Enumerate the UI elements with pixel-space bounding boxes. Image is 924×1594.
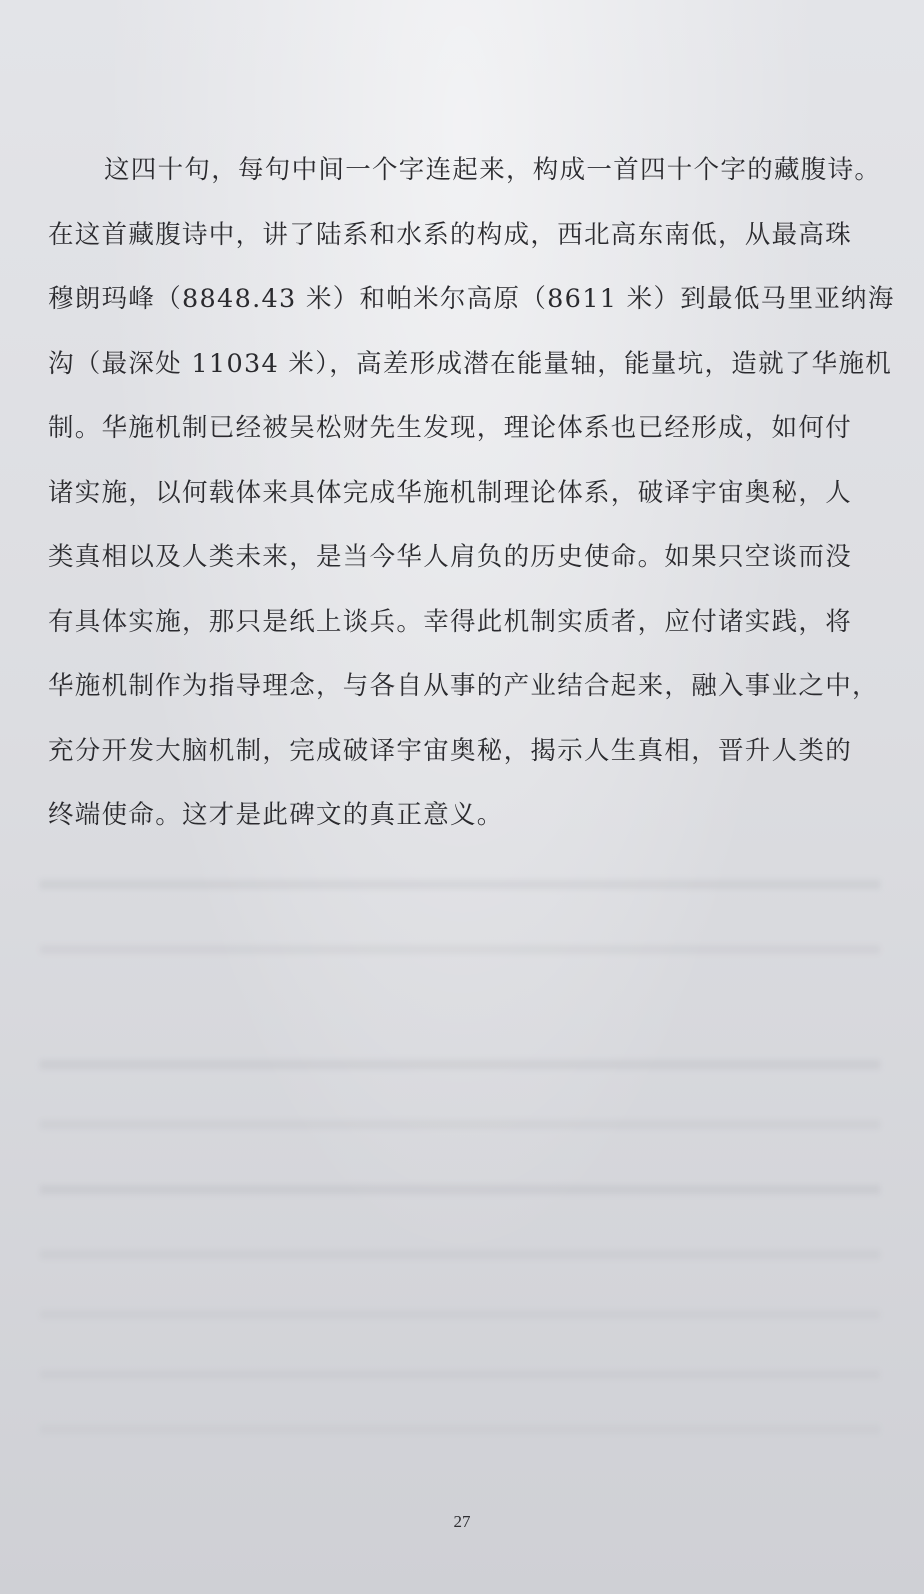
show-through-shadow <box>40 1250 880 1260</box>
paragraph-line: 穆朗玛峰（8848.43 米）和帕米尔高原（8611 米）到最低马里亚纳海 <box>48 284 895 314</box>
paragraph-line: 有具体实施，那只是纸上谈兵。幸得此机制实质者，应付诸实践，将 <box>48 606 853 637</box>
show-through-shadow <box>40 1425 880 1435</box>
body-paragraph <box>48 138 894 848</box>
show-through-shadow <box>40 1060 880 1070</box>
show-through-shadow <box>40 1310 880 1320</box>
show-through-shadow <box>40 880 880 890</box>
show-through-shadow <box>40 1370 880 1380</box>
paragraph-line: 这四十句，每句中间一个字连起来，构成一首四十个字的藏腹诗。 <box>104 155 882 185</box>
paragraph-line: 诸实施，以何载体来具体完成华施机制理论体系，破译宇宙奥秘，人 <box>48 477 853 508</box>
paragraph-line: 制。华施机制已经被吴松财先生发现，理论体系也已经形成，如何付 <box>48 413 853 443</box>
show-through-shadow <box>40 1120 880 1130</box>
paragraph-line: 类真相以及人类未来，是当今华人肩负的历史使命。如果只空谈而没 <box>48 542 853 572</box>
paragraph-line: 沟（最深处 11034 米），高差形成潜在能量轴，能量坑，造就了华施机 <box>48 348 893 379</box>
paragraph-line: 华施机制作为指导理念，与各自从事的产业结合起来，融入事业之中， <box>48 671 879 701</box>
show-through-shadow <box>40 1185 880 1195</box>
page-number: 27 <box>453 1512 471 1531</box>
paragraph-line: 在这首藏腹诗中，讲了陆系和水系的构成，西北高东南低，从最高珠 <box>48 219 853 250</box>
paragraph-line: 终端使命。这才是此碑文的真正意义。 <box>48 800 504 830</box>
show-through-shadow <box>40 945 880 955</box>
paragraph-line: 充分开发大脑机制，完成破译宇宙奥秘，揭示人生真相，晋升人类的 <box>48 735 853 766</box>
